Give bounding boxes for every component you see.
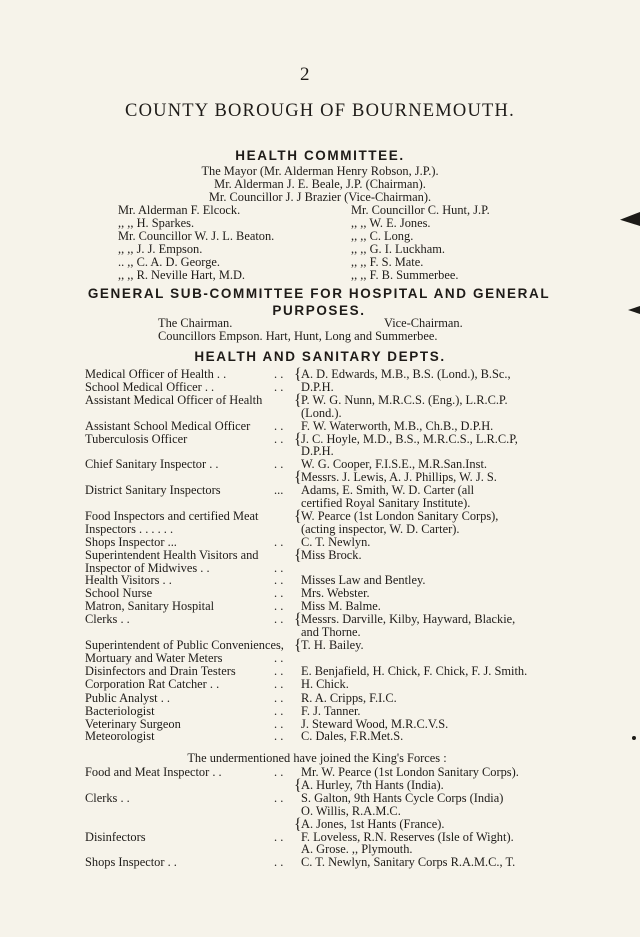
forces-member: A. Hurley, 7th Hants (India). bbox=[301, 777, 444, 792]
sub-committee-vice-chairman: Vice-Chairman. bbox=[384, 316, 463, 330]
dept-role: Matron, Sanitary Hospital bbox=[85, 599, 215, 614]
brace: { bbox=[294, 469, 302, 487]
dept-holder: Miss M. Balme. bbox=[301, 599, 381, 614]
brace: { bbox=[294, 546, 302, 564]
committee-member-left: ,, ,, R. Neville Hart, M.D. bbox=[118, 268, 245, 282]
document-title: COUNTY BOROUGH OF BOURNEMOUTH. bbox=[125, 101, 515, 121]
dept-role: Tuberculosis Officer bbox=[85, 431, 188, 446]
dept-role: Superintendent Health Visitors and bbox=[85, 547, 259, 562]
dept-holder: J. C. Hoyle, M.D., B.S., M.R.C.S., L.R.C.P, bbox=[301, 431, 518, 446]
edge-mark bbox=[632, 736, 636, 740]
committee-member-right: ,, ,, G. I. Luckham. bbox=[351, 242, 445, 256]
forces-role: Food and Meat Inspector . . bbox=[85, 765, 222, 779]
committee-mayor: The Mayor (Mr. Alderman Henry Robson, J.P.). bbox=[201, 164, 439, 178]
committee-member-left: ,, ,, H. Sparkes. bbox=[118, 216, 195, 230]
dept-holder: (acting inspector, W. D. Carter). bbox=[301, 521, 460, 536]
forces-member: A. Grose. ,, Plymouth. bbox=[301, 842, 413, 857]
committee-chairman: Mr. Alderman J. E. Beale, J.P. (Chairman). bbox=[214, 177, 426, 191]
dept-role: Mortuary and Water Meters bbox=[85, 650, 223, 665]
sub-committee-heading: GENERAL SUB-COMMITTEE FOR HOSPITAL AND GENERAL PURPOSES. bbox=[87, 286, 551, 318]
dept-role: Disinfectors and Drain Testers bbox=[85, 663, 236, 678]
edge-mark bbox=[628, 306, 640, 314]
leader-dots: . . bbox=[274, 829, 284, 844]
committee-member-right: ,, ,, C. Long. bbox=[351, 229, 414, 243]
brace: { bbox=[294, 430, 302, 448]
officer-holder: F. J. Tanner. bbox=[301, 703, 361, 718]
forces-intro: The undermentioned have joined the King's Forces : bbox=[187, 751, 447, 765]
dept-role: Corporation Rat Catcher . . bbox=[85, 676, 220, 691]
leader-dots: . . bbox=[274, 586, 284, 601]
dept-role: Health Visitors . . bbox=[85, 573, 172, 588]
dept-holder: and Thorne. bbox=[301, 625, 361, 639]
officer-role: Veterinary Surgeon bbox=[85, 716, 181, 731]
committee-member-left: ,, ,, J. J. Empson. bbox=[118, 242, 203, 256]
leader-dots: . . bbox=[274, 855, 284, 870]
committee-member-left: .. ,, C. A. D. George. bbox=[118, 255, 220, 269]
officer-holder: R. A. Cripps, F.I.C. bbox=[301, 691, 397, 705]
leader-dots: . . bbox=[274, 418, 284, 433]
dept-role: District Sanitary Inspectors bbox=[85, 483, 221, 498]
brace: { bbox=[294, 636, 302, 654]
dept-holder: W. G. Cooper, F.I.S.E., M.R.San.Inst. bbox=[301, 457, 487, 472]
committee-member-left: Mr. Alderman F. Elcock. bbox=[118, 203, 241, 217]
committee-vice-chairman: Mr. Councillor J. J Brazier (Vice-Chairman). bbox=[208, 190, 432, 204]
leader-dots: ... bbox=[274, 483, 284, 498]
dept-role: Inspectors . . . . . . bbox=[85, 521, 174, 536]
forces-role: Clerks . . bbox=[85, 790, 130, 805]
committee-member-right: ,, ,, F. B. Summerbee. bbox=[351, 268, 459, 282]
brace: { bbox=[294, 815, 302, 833]
forces-member: O. Willis, R.A.M.C. bbox=[301, 803, 401, 818]
forces-member: A. Jones, 1st Hants (France). bbox=[301, 816, 445, 831]
forces-member: F. Loveless, R.N. Reserves (Isle of Wight). bbox=[301, 829, 514, 844]
leader-dots: . . bbox=[274, 534, 284, 549]
sub-committee-members: Councillors Empson. Hart, Hunt, Long and Summerbee. bbox=[158, 329, 438, 343]
dept-holder: D.P.H. bbox=[301, 379, 334, 394]
brace: { bbox=[294, 611, 302, 629]
leader-dots: . . bbox=[274, 729, 284, 744]
dept-role: Assistant School Medical Officer bbox=[85, 418, 251, 433]
dept-role: Clerks . . bbox=[85, 612, 130, 627]
dept-holder: H. Chick. bbox=[301, 676, 349, 691]
leader-dots: . . bbox=[274, 457, 284, 472]
dept-holder: D.P.H. bbox=[301, 444, 334, 459]
leader-dots: . . bbox=[274, 573, 284, 588]
sub-committee-chairman: The Chairman. bbox=[158, 316, 233, 330]
leader-dots: . . bbox=[274, 612, 284, 627]
dept-holder: C. T. Newlyn. bbox=[301, 534, 371, 549]
officer-role: Public Analyst . . bbox=[85, 691, 171, 705]
forces-role: Shops Inspector . . bbox=[85, 855, 177, 870]
officer-holder: J. Steward Wood, M.R.C.V.S. bbox=[301, 716, 449, 731]
dept-role: Superintendent of Public Conveniences, bbox=[85, 637, 284, 652]
dept-holder: A. D. Edwards, M.B., B.S. (Lond.), B.Sc., bbox=[301, 367, 511, 381]
dept-role: Medical Officer of Health . . bbox=[85, 367, 227, 381]
dept-role: Shops Inspector ... bbox=[85, 534, 177, 549]
page-number: 2 bbox=[300, 64, 310, 85]
dept-holder: Messrs. Darville, Kilby, Hayward, Blackie, bbox=[301, 612, 516, 627]
leader-dots: . . bbox=[274, 560, 284, 575]
forces-member: Mr. W. Pearce (1st London Sanitary Corps). bbox=[301, 765, 519, 779]
dept-role: Inspector of Midwives . . bbox=[85, 560, 210, 575]
dept-holder: Miss Brock. bbox=[301, 547, 362, 562]
dept-holder: T. H. Bailey. bbox=[301, 637, 364, 652]
committee-member-right: ,, ,, F. S. Mate. bbox=[351, 255, 424, 269]
brace: { bbox=[294, 391, 302, 409]
edge-mark bbox=[620, 212, 640, 226]
dept-holder: (Lond.). bbox=[301, 405, 342, 420]
dept-role: Food Inspectors and certified Meat bbox=[85, 508, 259, 523]
dept-holder: Misses Law and Bentley. bbox=[301, 573, 426, 588]
leader-dots: . . bbox=[274, 663, 284, 678]
health-committee-heading: HEALTH COMMITTEE. bbox=[235, 148, 405, 163]
dept-role: Assistant Medical Officer of Health bbox=[85, 392, 263, 407]
committee-member-right: Mr. Councillor C. Hunt, J.P. bbox=[351, 203, 490, 217]
dept-role: School Nurse bbox=[85, 586, 153, 601]
leader-dots: . . bbox=[274, 676, 284, 691]
dept-holder: certified Royal Sanitary Institute). bbox=[301, 496, 471, 510]
brace: { bbox=[294, 776, 302, 794]
depts-heading: HEALTH AND SANITARY DEPTS. bbox=[194, 349, 446, 364]
dept-holder: E. Benjafield, H. Chick, F. Chick, F. J. Smith. bbox=[301, 663, 528, 678]
forces-member: S. Galton, 9th Hants Cycle Corps (India) bbox=[301, 790, 504, 805]
dept-role: Chief Sanitary Inspector . . bbox=[85, 457, 219, 472]
leader-dots: . . bbox=[274, 599, 284, 614]
officer-holder: C. Dales, F.R.Met.S. bbox=[301, 729, 404, 744]
officer-role: Bacteriologist bbox=[85, 703, 155, 718]
brace: { bbox=[294, 366, 302, 383]
leader-dots: . . bbox=[274, 691, 284, 705]
leader-dots: . . bbox=[274, 716, 284, 731]
dept-holder: Messrs. J. Lewis, A. J. Phillips, W. J. S. bbox=[301, 470, 497, 485]
leader-dots: . . bbox=[274, 650, 284, 665]
dept-holder: P. W. G. Nunn, M.R.C.S. (Eng.), L.R.C.P. bbox=[301, 392, 508, 407]
dept-holder: W. Pearce (1st London Sanitary Corps), bbox=[301, 508, 499, 523]
dept-holder: Mrs. Webster. bbox=[301, 586, 370, 601]
leader-dots: . . bbox=[274, 379, 284, 394]
forces-role: Disinfectors bbox=[85, 829, 146, 844]
committee-member-right: ,, ,, W. E. Jones. bbox=[351, 216, 431, 230]
committee-member-left: Mr. Councillor W. J. L. Beaton. bbox=[118, 229, 275, 243]
brace: { bbox=[294, 507, 302, 525]
leader-dots: . . bbox=[274, 431, 284, 446]
leader-dots: . . bbox=[274, 703, 284, 718]
officer-role: Meteorologist bbox=[85, 729, 155, 744]
leader-dots: . . bbox=[274, 765, 284, 779]
dept-holder: Adams, E. Smith, W. D. Carter (all bbox=[301, 483, 475, 498]
dept-holder: F. W. Waterworth, M.B., Ch.B., D.P.H. bbox=[301, 418, 494, 433]
leader-dots: . . bbox=[274, 367, 284, 381]
dept-role: School Medical Officer . . bbox=[85, 379, 215, 394]
forces-member: C. T. Newlyn, Sanitary Corps R.A.M.C., T. bbox=[301, 855, 516, 870]
leader-dots: . . bbox=[274, 790, 284, 805]
